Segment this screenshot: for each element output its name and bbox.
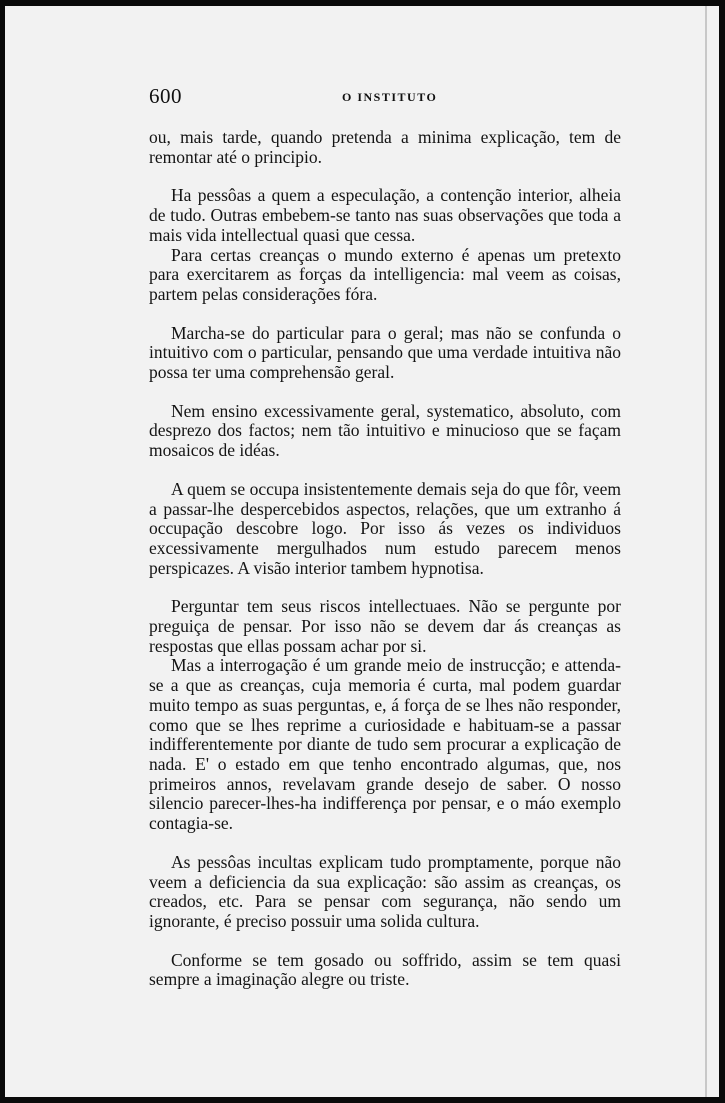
paragraph: Conforme se tem gosado ou soffrido, assim se tem quasi sempre a imaginação alegre ou triste. <box>149 949 621 990</box>
paragraph: Marcha-se do particular para o geral; mas não se confunda o intuitivo com o particular, pensando que uma verdade intuitiva não possa ter uma comprehensão geral. <box>149 322 621 383</box>
scan-border-bottom <box>0 1097 725 1103</box>
paragraph: As pessôas incultas explicam tudo promptamente, porque não veem a deficiencia da sua explicação: são assim as creanças, os creados, etc. Para se pensar com segurança, não sendo um ignorante, é preciso possuir uma solida cultura. <box>149 851 621 931</box>
scan-border-right <box>719 0 725 1103</box>
paragraph: Ha pessôas a quem a especulação, a contenção interior, alheia de tudo. Outras embebem-se tanto nas suas observações que toda a mais vida intellectual quasi que cessa. <box>149 185 621 245</box>
paragraph: ou, mais tarde, quando pretenda a minima explicação, tem de remontar até o principio. <box>149 127 621 167</box>
page-edge-shadow <box>705 6 707 1097</box>
body-text <box>149 128 621 990</box>
page-number: 600 <box>149 84 182 108</box>
running-head: O INSTITUTO <box>342 90 438 104</box>
paragraph: A quem se occupa insistentemente demais seja do que fôr, veem a passar-lhe despercebidos aspectos, relações, que um extranho á occupação descobre logo. Por isso ás vezes os individuos excessivamente mergulhados num estudo parecem menos perspicazes. A visão interior tambem hypnotisa. <box>149 478 621 578</box>
paragraph: Para certas creanças o mundo externo é apenas um pretexto para exercitarem as forças da intelligencia: mal veem as coisas, partem pelas considerações fóra. <box>149 244 621 304</box>
scan-border-top <box>0 0 725 6</box>
paragraph: Mas a interrogação é um grande meio de instrucção; e attenda-se a que as creanças, cuja memoria é curta, mal podem guardar muito tempo as suas perguntas, e, á força de se lhes não responder, como que se lhes reprime a curiosidade e habituam-se a passar indifferentemente por diante de tudo sem procurar a explicação de nada. E' o estado em que tenho encontrado algumas, que, nos primeiros annos, revelavam grande desejo de saber. O nosso silencio parecer-lhes-ha indifferença por pensar, e o máo exemplo contagia-se. <box>149 655 621 834</box>
paragraph: Nem ensino excessivamente geral, systematico, absoluto, com desprezo dos factos; nem tão intuitivo e minucioso que se façam mosaicos de idéas. <box>149 400 621 461</box>
paragraph: Perguntar tem seus riscos intellectuaes. Não se pergunte por preguiça de pensar. Por isso não se devem dar ás creanças as respostas que ellas possam achar por si. <box>149 596 621 656</box>
page-header <box>149 84 621 108</box>
scan-border-left <box>0 0 5 1103</box>
